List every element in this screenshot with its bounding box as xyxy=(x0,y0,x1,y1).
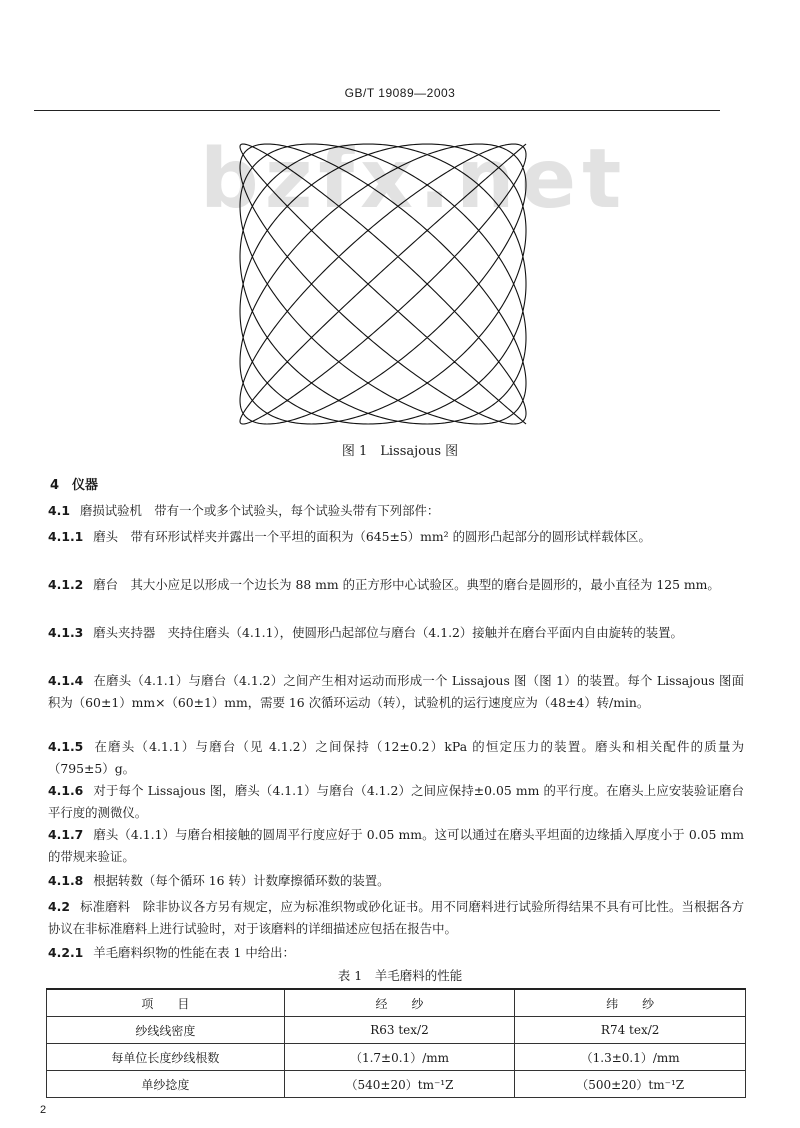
clause-number: 4.2 xyxy=(48,899,70,914)
figure-caption: 图 1 Lissajous 图 xyxy=(341,444,459,459)
header-cell-weft: 纬 纱 xyxy=(515,989,746,1017)
paragraph-4-1-3 xyxy=(48,622,744,644)
clause-number: 4.1.7 xyxy=(48,827,84,842)
table-cell: R74 tex/2 xyxy=(515,1017,746,1044)
clause-text: 磨头夹持器 夹持住磨头（4.1.1），使圆形凸起部位与磨台（4.1.2）接触并在磨台平面内自由旋转的装置。 xyxy=(93,625,683,640)
paragraph-4-1-5 xyxy=(48,736,744,780)
section-heading: 4 仪器 xyxy=(50,478,99,493)
table-row xyxy=(47,1017,746,1044)
table-row xyxy=(47,1044,746,1071)
paragraph-4-1-6 xyxy=(48,780,744,824)
table-title: 表 1 羊毛磨料的性能 xyxy=(337,968,463,983)
header-cell-warp: 经 纱 xyxy=(284,989,515,1017)
clause-text: 磨头（4.1.1）与磨台相接触的圆周平行度应好于 0.05 mm。这可以通过在磨头平坦面的边缘插入厚度小于 0.05 mm 的带规来验证。 xyxy=(48,827,744,864)
table-header-row xyxy=(47,989,746,1017)
clause-number: 4.1 xyxy=(48,503,70,518)
paragraph-4-1-7 xyxy=(48,824,744,868)
clause-number: 4.1.5 xyxy=(48,739,84,754)
clause-text: 根据转数（每个循环 16 转）计数摩擦循环数的装置。 xyxy=(93,873,390,888)
header-rule xyxy=(34,110,720,111)
watermark: bzfx.net xyxy=(200,132,628,227)
paragraph-4-1 xyxy=(48,500,744,522)
header-cell-item: 项 目 xyxy=(47,989,285,1017)
paragraph-4-1-2 xyxy=(48,574,744,596)
clause-number: 4.1.2 xyxy=(48,577,84,592)
clause-text: 对于每个 Lissajous 图，磨头（4.1.1）与磨台（4.1.2）之间应保持±0.05 mm 的平行度。在磨头上应安装验证磨台平行度的测微仪。 xyxy=(48,783,744,820)
paragraph-4-1-1 xyxy=(48,526,744,548)
table-row xyxy=(47,1071,746,1098)
table-cell: （1.7±0.1）/mm xyxy=(284,1044,515,1071)
clause-number: 4.1.6 xyxy=(48,783,84,798)
clause-text: 在磨头（4.1.1）与磨台（见 4.1.2）之间保持（12±0.2）kPa 的恒定压力的装置。磨头和相关配件的质量为（795±5）g。 xyxy=(48,739,744,776)
clause-number: 4.1.1 xyxy=(48,529,84,544)
clause-number: 4.1.3 xyxy=(48,625,84,640)
lissajous-figure xyxy=(234,138,532,430)
page-header: GB/T 19089—2003 xyxy=(344,86,456,100)
clause-text: 磨头 带有环形试样夹并露出一个平坦的面积为（645±5）mm² 的圆形凸起部分的圆形试样载体区。 xyxy=(93,529,651,544)
table-cell: 纱线线密度 xyxy=(47,1017,285,1044)
lissajous-curve xyxy=(240,144,526,424)
table-cell: R63 tex/2 xyxy=(284,1017,515,1044)
paragraph-4-1-4 xyxy=(48,670,744,714)
clause-text: 在磨头（4.1.1）与磨台（4.1.2）之间产生相对运动而形成一个 Lissajous 图（图 1）的装置。每个 Lissajous 图面积为（60±1）mm×（60±1）mm，需要 16 次循环运动（转），试验机的运行速度应为（48±4）转/min。 xyxy=(48,673,744,710)
clause-text: 磨台 其大小应足以形成一个边长为 88 mm 的正方形中心试验区。典型的磨台是圆形的，最小直径为 125 mm。 xyxy=(93,577,720,592)
paragraph-4-2 xyxy=(48,896,744,940)
page-number: 2 xyxy=(40,1104,47,1116)
wool-abradant-properties-table xyxy=(46,988,746,1098)
clause-text: 标准磨料 除非协议各方另有规定，应为标准织物或砂化证书。用不同磨料进行试验所得结果不具有可比性。当根据各方协议在非标准磨料上进行试验时，对于该磨料的详细描述应包括在报告中。 xyxy=(48,899,744,936)
clause-number: 4.1.4 xyxy=(48,673,84,688)
clause-text: 羊毛磨料织物的性能在表 1 中给出： xyxy=(93,945,295,960)
table-cell: （500±20）tm⁻¹Z xyxy=(515,1071,746,1098)
clause-number: 4.1.8 xyxy=(48,873,84,888)
paragraph-4-2-1 xyxy=(48,942,744,964)
clause-text: 磨损试验机 带有一个或多个试验头，每个试验头带有下列部件： xyxy=(79,503,440,518)
clause-number: 4.2.1 xyxy=(48,945,84,960)
paragraph-4-1-8 xyxy=(48,870,744,892)
table-cell: 单纱捻度 xyxy=(47,1071,285,1098)
table-cell: 每单位长度纱线根数 xyxy=(47,1044,285,1071)
table-cell: （540±20）tm⁻¹Z xyxy=(284,1071,515,1098)
table-cell: （1.3±0.1）/mm xyxy=(515,1044,746,1071)
lissajous-diagram xyxy=(234,138,532,430)
